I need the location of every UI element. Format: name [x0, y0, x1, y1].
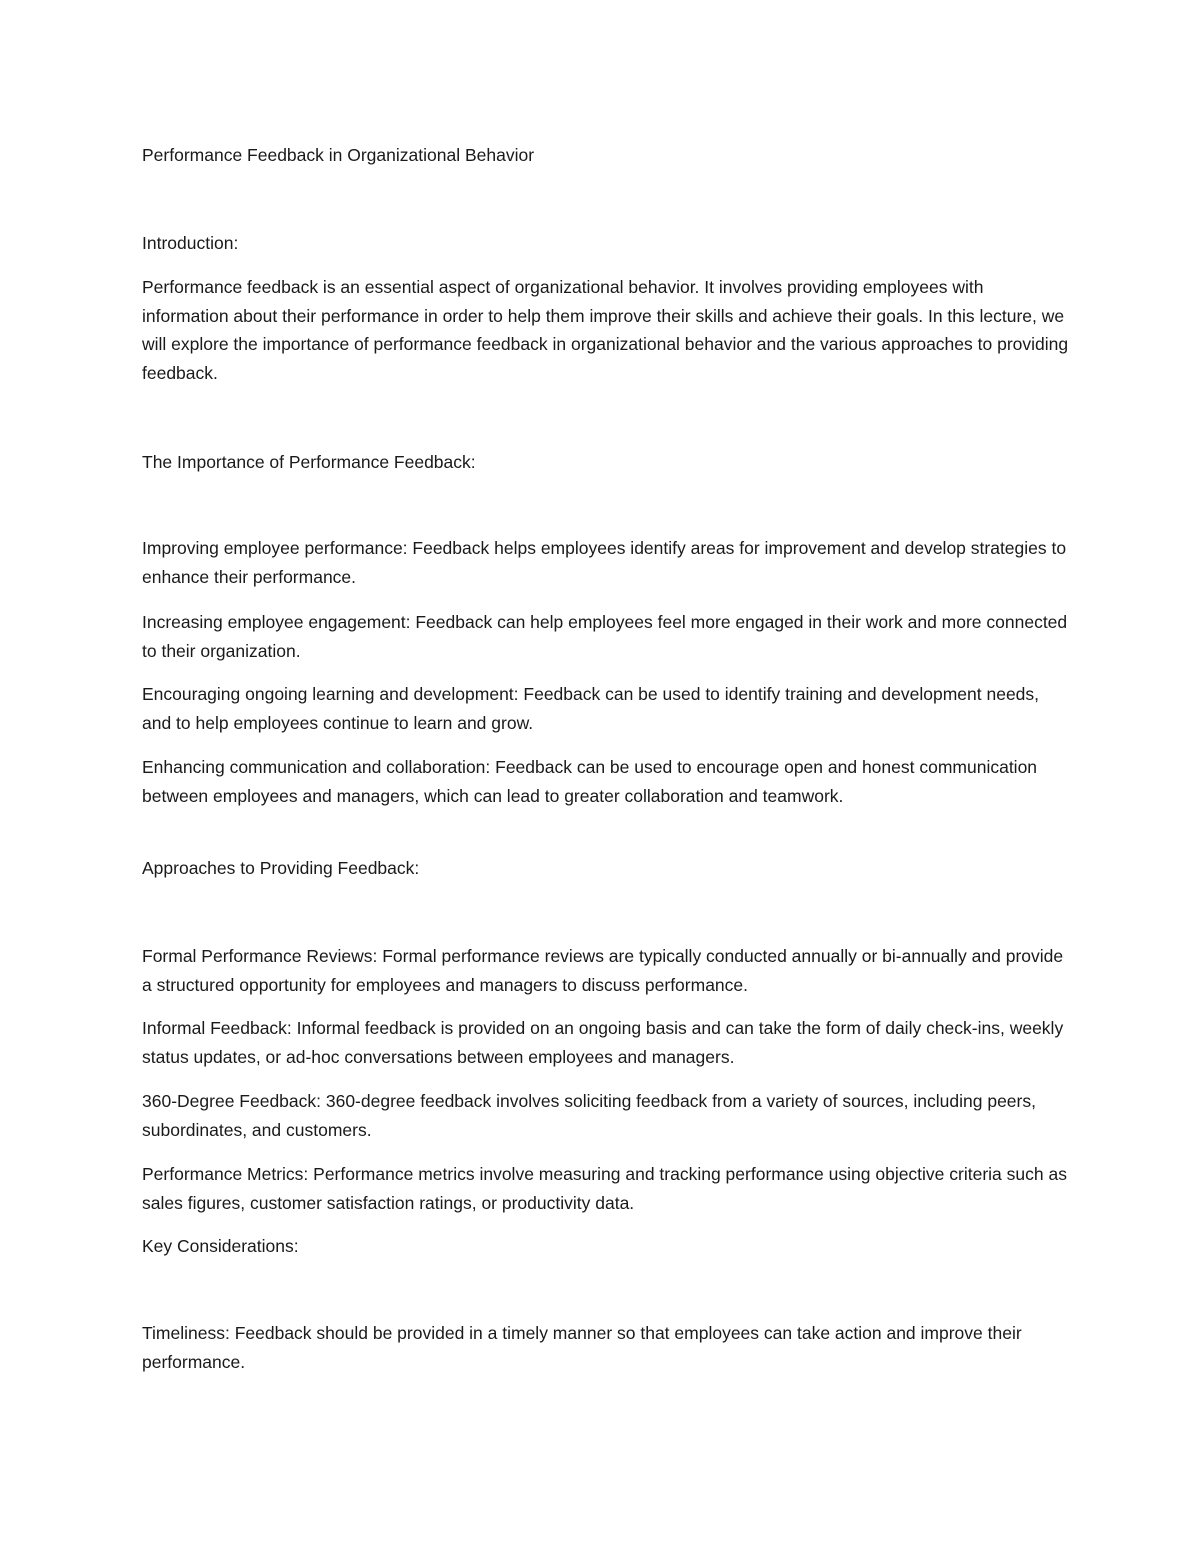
- importance-item: Increasing employee engagement: Feedback can help employees feel more engaged in their work and more connected to their organization.: [142, 612, 1068, 661]
- document-title: Performance Feedback in Organizational Behavior: [142, 145, 535, 165]
- approach-item: 360-Degree Feedback: 360-degree feedback involves soliciting feedback from a variety of sources, including peers, subordinates, and customers.: [142, 1091, 1036, 1140]
- introduction-heading: Introduction:: [142, 233, 239, 253]
- importance-item: Encouraging ongoing learning and development: Feedback can be used to identify training and development needs, and to help employees continue to learn and grow.: [142, 684, 1040, 733]
- introduction-paragraph: Performance feedback is an essential aspect of organizational behavior. It involves providing employees with information about their performance in order to help them improve their skills and achieve their goals. In this lecture, we will explore the importance of performance feedback in organizational behavior and the various approaches to providing feedback.: [142, 277, 1069, 384]
- importance-heading: The Importance of Performance Feedback:: [142, 452, 476, 472]
- importance-item: Improving employee performance: Feedback helps employees identify areas for improvement and develop strategies to enhance their performance.: [142, 538, 1067, 587]
- approach-item: Informal Feedback: Informal feedback is provided on an ongoing basis and can take the form of daily check-ins, weekly status updates, or ad-hoc conversations between employees and managers.: [142, 1018, 1064, 1067]
- approach-item: Formal Performance Reviews: Formal performance reviews are typically conducted annually or bi-annually and provide a structured opportunity for employees and managers to discuss performance.: [142, 946, 1064, 995]
- considerations-heading: Key Considerations:: [142, 1236, 299, 1256]
- importance-item: Enhancing communication and collaboration: Feedback can be used to encourage open and honest communication between employees and managers, which can lead to greater collaboration and teamwork.: [142, 757, 1038, 806]
- approach-item: Performance Metrics: Performance metrics involve measuring and tracking performance using objective criteria such as sales figures, customer satisfaction ratings, or productivity data.: [142, 1164, 1067, 1213]
- consideration-item: Timeliness: Feedback should be provided in a timely manner so that employees can take action and improve their performance.: [142, 1323, 1022, 1372]
- approaches-heading: Approaches to Providing Feedback:: [142, 858, 420, 878]
